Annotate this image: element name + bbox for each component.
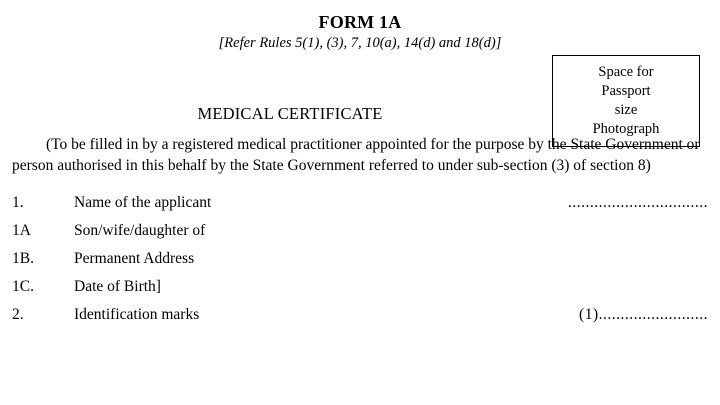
field-row bbox=[12, 194, 708, 222]
refer-rules-line: [Refer Rules 5(1), (3), 7, 10(a), 14(d) and 18(d)] bbox=[218, 35, 502, 51]
field-label: Name of the applicant bbox=[74, 194, 212, 212]
field-label: Permanent Address bbox=[74, 250, 195, 268]
field-label: Son/wife/daughter of bbox=[74, 222, 206, 240]
form-title: FORM 1A bbox=[318, 12, 402, 32]
photo-box-line-3: size bbox=[614, 102, 638, 118]
field-row bbox=[12, 278, 708, 306]
field-row bbox=[12, 250, 708, 278]
field-number: 1A bbox=[12, 222, 31, 240]
field-number: 2. bbox=[12, 306, 24, 324]
field-row bbox=[12, 222, 708, 250]
field-number: 1B. bbox=[12, 250, 34, 268]
field-answer-line[interactable]: (1)......................... bbox=[579, 306, 708, 324]
field-number: 1. bbox=[12, 194, 24, 212]
field-label: Identification marks bbox=[74, 306, 200, 324]
field-label: Date of Birth] bbox=[74, 278, 161, 296]
field-row bbox=[12, 306, 708, 334]
field-answer-line[interactable]: ................................ bbox=[568, 194, 708, 212]
certificate-title: MEDICAL CERTIFICATE bbox=[197, 104, 383, 123]
photo-box-line-4: Photograph bbox=[592, 121, 660, 138]
intro-paragraph-text: (To be filled in by a registered medical practitioner appointed for the purpose by the State Government or person authorised in this behalf by the State Government referred to under sub-section (3) of section 8) bbox=[12, 136, 700, 175]
photo-box-line-1: Space for bbox=[598, 63, 654, 80]
passport-photo-placeholder-box bbox=[552, 55, 700, 147]
fields-list bbox=[12, 194, 708, 334]
photo-box-line-2: Passport bbox=[601, 82, 651, 99]
field-number: 1C. bbox=[12, 278, 34, 296]
